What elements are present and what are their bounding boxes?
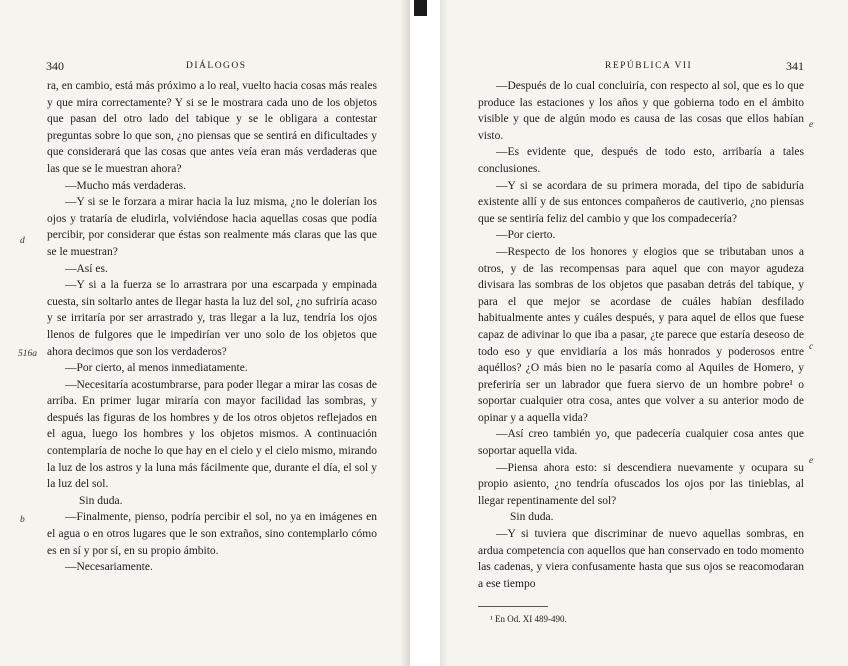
paragraph: —Y si se le forzara a mirar hacia la luz misma, ¿no le dolerían los ojos y trataría de eludirla, volviéndose hacia aquellas cosas que podía percibir, por considerar que éstas son realmente más claras que las que se le muestran? (47, 196, 377, 258)
paragraph: Sin duda. (79, 494, 123, 507)
paragraph: —Por cierto, al menos inmediatamente. (65, 362, 248, 375)
paragraph: —Y si tuviera que discriminar de nuevo aquellas sombras, en ardua competencia con aquellos que han conservado en todo momento las cadenas, y viera confusamente hasta que sus ojos se reacomodaran a ese tiempo (478, 528, 804, 590)
paragraph: —Así es. (65, 262, 108, 275)
paragraph: —Respecto de los honores y elogios que se tributaban unos a otros, y de las recompensas para aquel que con mayor agudeza divisara las sombras de los objetos que pasaban detrás del tabique, y para el que mejor se acordase de cuáles habían desfilado habitualmente antes y cuáles después, y para aquel de ellos que fuese capaz de adivinar lo que iba a pasar, ¿te parece que estaría deseoso de todo eso y que envidiaría a los más honrados y poderosos entre aquéllos? ¿O más bien no le pasaría como al Aquiles de Homero, y preferiría ser un labrador que fuera siervo de un hombre pobre¹ o soportar cualquier otra cosa, antes que volver a su anterior modo de opinar y a aquella vida? (478, 245, 804, 424)
paragraph: —Finalmente, pienso, podría percibir el sol, no ya en imágenes en el agua o en otros lugares que le son extraños, sino contemplarlo cómo es en sí y por sí, en su propio ámbito. (47, 511, 377, 557)
left-running-head: DIÁLOGOS (186, 61, 247, 71)
book-gutter (410, 0, 440, 666)
margin-ref-e-lower: e (809, 456, 814, 466)
paragraph: —Y si se acordara de su primera morada, del tipo de sabiduría existente allí y de sus entonces compañeros de cautiverio, ¿no piensas que se sentiría feliz del cambio y que los compadecería? (478, 179, 804, 225)
paragraph: —Por cierto. (496, 229, 556, 242)
margin-ref-b: b (20, 515, 25, 525)
margin-ref-e: e (809, 120, 814, 130)
margin-ref-c: c (809, 342, 814, 352)
paragraph: —Necesariamente. (65, 561, 153, 574)
paragraph: —Después de lo cual concluiría, con respecto al sol, que es lo que produce las estaciones y los años y que gobierna todo en el ámbito visible y que de algún modo es causa de las cosas que ellos habían visto. (478, 80, 804, 142)
gutter-mark (414, 0, 427, 16)
paragraph: —Necesitaría acostumbrarse, para poder llegar a mirar las cosas de arriba. En primer lugar miraría con mayor facilidad las sombras, y después las figuras de los hombres y de los otros objetos reflejados en el agua, luego los hombres y los objetos mismos. A continuación contemplaría de noche lo que hay en el cielo y el cielo mismo, mirando la luz de los astros y la luna más fácilmente que, durante el día, el sol y la luz del sol. (47, 378, 377, 491)
margin-ref-516a: 516a (18, 349, 37, 359)
right-page-edge-shadow (440, 0, 448, 666)
right-body-text (478, 78, 804, 592)
paragraph: ra, en cambio, está más próximo a lo real, vuelto hacia cosas más reales y que mira correctamente? Y si se le mostrara cada uno de los objetos que pasan del otro lado del tabique y se le obligara a contestar preguntas sobre lo que son, ¿no piensas que se sentirá en dificultades y que considerará que las cosas que antes veía eran más verdaderas que las que se le muestran ahora? (47, 80, 377, 175)
left-page-number: 340 (46, 59, 64, 73)
paragraph: —Piensa ahora esto: si descendiera nuevamente y ocupara su propio asiento, ¿no tendría ofuscados los ojos por las tinieblas, al llegar repentinamente del sol? (478, 461, 804, 507)
right-page-number: 341 (786, 59, 804, 73)
paragraph: —Es evidente que, después de todo esto, arribaría a tales conclusiones. (478, 146, 804, 175)
right-running-head: REPÚBLICA VII (605, 61, 693, 71)
left-page-edge-shadow (400, 0, 410, 666)
margin-ref-d: d (20, 236, 25, 246)
paragraph: Sin duda. (510, 511, 554, 524)
footnote: ¹ En Od. XI 489-490. (490, 614, 567, 624)
paragraph: —Y si a la fuerza se lo arrastrara por una escarpada y empinada cuesta, sin soltarlo antes de llegar hasta la luz del sol, ¿no sufriría acaso y se irritaría por ser arrastrado y, tras llegar a la luz, tendría los ojos llenos de fulgores que le impedirían ver uno solo de los objetos que ahora decimos que son los verdaderos? (47, 279, 377, 358)
footnote-rule (478, 606, 548, 607)
paragraph: —Así creo también yo, que padecería cualquier cosa antes que soportar aquella vida. (478, 428, 804, 458)
paragraph: —Mucho más verdaderas. (65, 179, 187, 192)
left-body-text (47, 78, 377, 576)
